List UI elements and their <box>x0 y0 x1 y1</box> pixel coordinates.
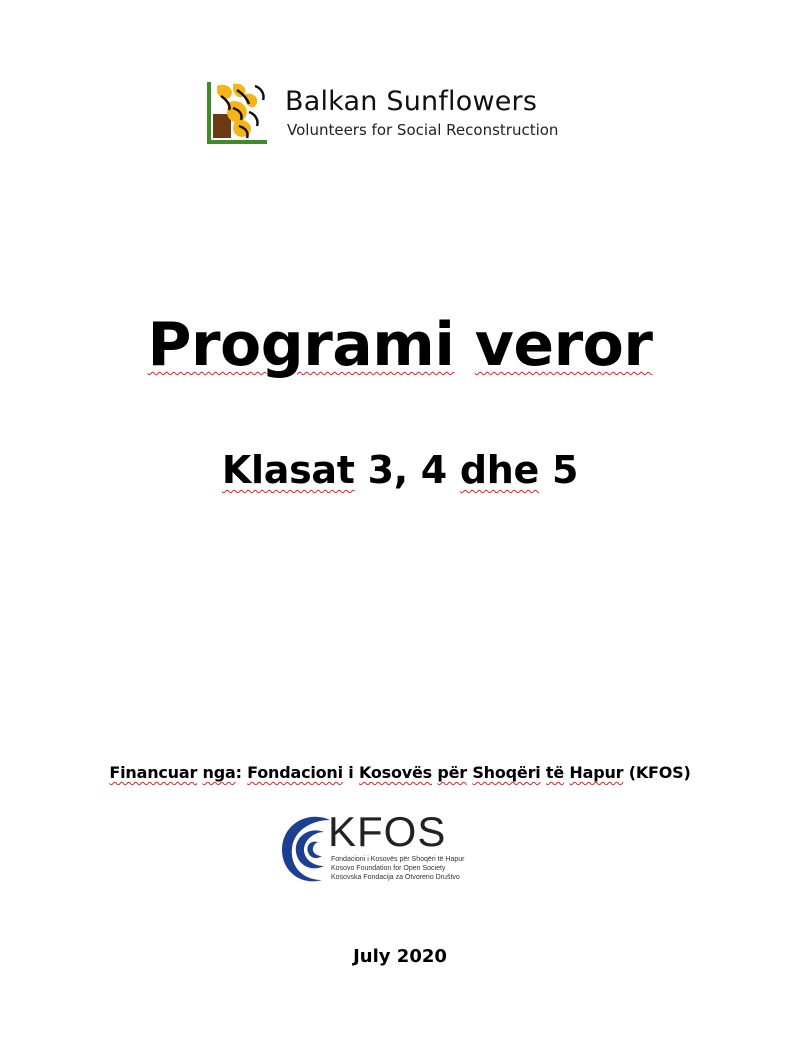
kfos-name: KFOS <box>328 808 447 855</box>
funded-word-6: për <box>437 763 467 782</box>
kfos-line-english: Kosovo Foundation for Open Society <box>331 865 446 872</box>
funded-word-1: Financuar <box>109 763 198 782</box>
subtitle-grades: 3, 4 <box>367 448 447 492</box>
funded-word-7: Shoqëri <box>472 763 541 782</box>
kfos-line-albanian: Fondacioni i Kosovës për Shoqëri të Hapur <box>331 856 465 863</box>
funded-by-line <box>0 763 800 782</box>
page-title <box>0 310 800 380</box>
subtitle-word-dhe: dhe <box>459 448 540 492</box>
balkan-sunflowers-name: Balkan Sunflowers <box>285 86 538 117</box>
balkan-sunflowers-tagline: Volunteers for Social Reconstruction <box>287 121 559 139</box>
page-subtitle <box>0 448 800 492</box>
title-word-veror: veror <box>474 310 653 380</box>
funded-word-9: Hapur <box>569 763 624 782</box>
funded-word-2: nga <box>202 763 236 782</box>
subtitle-grade-last: 5 <box>551 448 579 492</box>
funded-word-4: i <box>348 763 354 782</box>
funded-word-3: Fondacioni <box>247 763 343 782</box>
funded-word-5: Kosovës <box>358 763 432 782</box>
subtitle-word-klasat: Klasat <box>221 448 355 492</box>
funded-separator: : <box>235 763 242 782</box>
funded-word-8: të <box>545 763 565 782</box>
kfos-line-serbian: Kosovska Fondacija za Otvoreno Društvo <box>331 874 460 881</box>
title-word-programi: Programi <box>147 310 455 380</box>
kfos-logo <box>278 808 478 890</box>
document-date: July 2020 <box>353 946 447 967</box>
sunflower-logo-icon <box>205 80 275 146</box>
balkan-sunflowers-logo <box>205 80 585 150</box>
funded-word-10: (KFOS) <box>628 763 691 782</box>
